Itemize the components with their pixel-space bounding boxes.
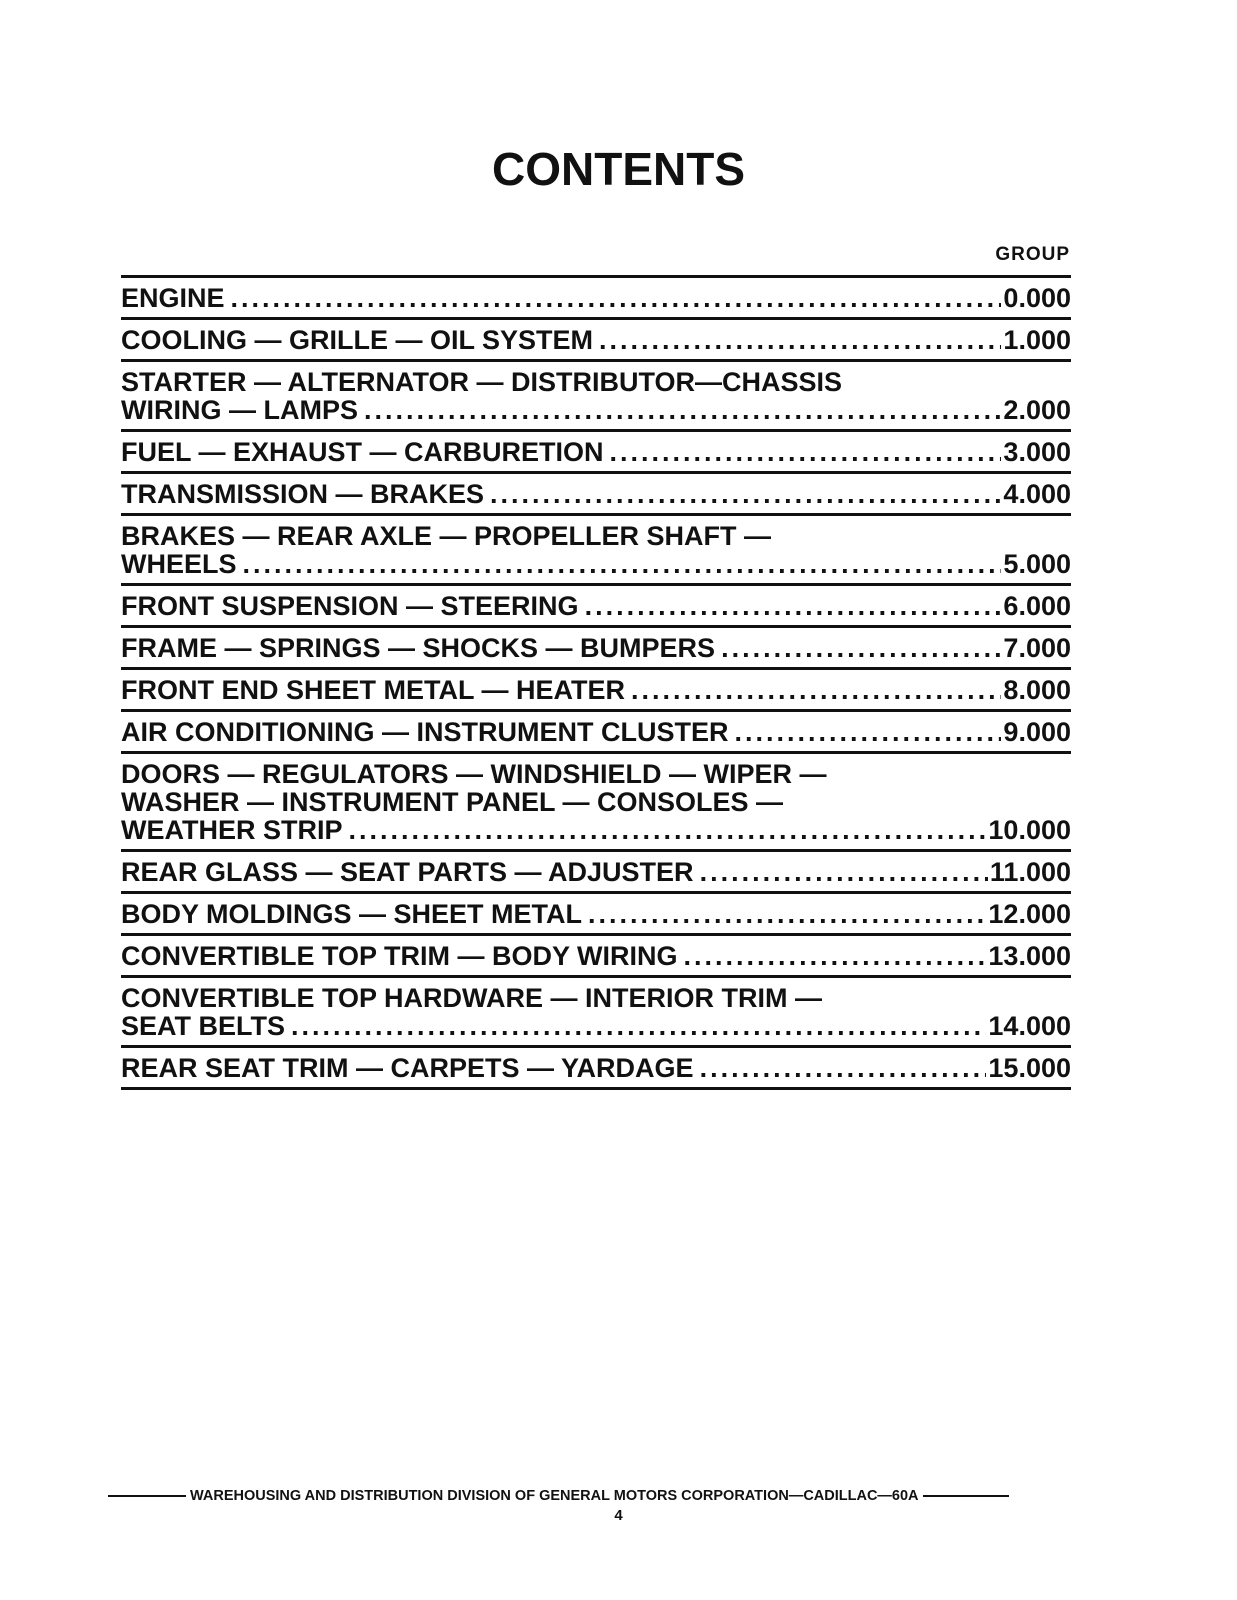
dot-leader — [291, 1012, 986, 1040]
toc-entry — [121, 362, 1071, 432]
toc-entry — [121, 474, 1071, 516]
toc-entry-title: WHEELS — [121, 549, 237, 579]
toc-entry — [121, 936, 1071, 978]
toc-entry-last-line — [121, 326, 1071, 354]
toc-group-number: 3.000 — [1003, 437, 1071, 467]
toc-entry-last-line — [121, 1012, 1071, 1040]
toc-group-number: 10.000 — [988, 815, 1071, 845]
toc-entry-last-line — [121, 634, 1071, 662]
dot-leader — [700, 1054, 987, 1082]
toc-group-number: 4.000 — [1003, 479, 1071, 509]
toc-entry-title: TRANSMISSION — BRAKES — [121, 479, 485, 509]
toc-group-number: 9.000 — [1003, 717, 1071, 747]
page-title: CONTENTS — [492, 143, 745, 195]
dot-leader — [490, 480, 1001, 508]
toc-entry-title: FRONT SUSPENSION — STEERING — [121, 591, 579, 621]
toc-group-number: 5.000 — [1003, 549, 1071, 579]
toc-entry-title: BODY MOLDINGS — SHEET METAL — [121, 899, 583, 929]
toc-group-number: 0.000 — [1003, 283, 1071, 313]
toc-entry — [121, 894, 1071, 936]
toc-entry-last-line — [121, 1054, 1071, 1082]
toc-group-number: 8.000 — [1003, 675, 1071, 705]
toc-entry-title: SEAT BELTS — [121, 1011, 286, 1041]
toc-entry-last-line — [121, 816, 1071, 844]
toc-entry-title: WEATHER STRIP — [121, 815, 343, 845]
toc-group-number: 15.000 — [988, 1053, 1071, 1083]
toc-entry-last-line — [121, 592, 1071, 620]
dot-leader — [243, 550, 1002, 578]
toc-entry-line: CONVERTIBLE TOP HARDWARE — INTERIOR TRIM — — [121, 984, 823, 1012]
toc-entry-last-line — [121, 438, 1071, 466]
page-number: 4 — [614, 1507, 623, 1524]
dot-leader — [349, 816, 987, 844]
toc-entry-last-line — [121, 480, 1071, 508]
toc-entry-title: FUEL — EXHAUST — CARBURETION — [121, 437, 604, 467]
toc-entry-title: REAR SEAT TRIM — CARPETS — YARDAGE — [121, 1053, 694, 1083]
toc-entry-last-line — [121, 858, 1071, 886]
dot-leader — [735, 718, 1002, 746]
table-of-contents — [121, 275, 1071, 1090]
footer — [108, 1488, 1058, 1504]
toc-entry-last-line — [121, 900, 1071, 928]
toc-entry — [121, 432, 1071, 474]
toc-entry-title: REAR GLASS — SEAT PARTS — ADJUSTER — [121, 857, 694, 887]
dot-leader — [585, 592, 1002, 620]
toc-entry-title: WIRING — LAMPS — [121, 395, 358, 425]
toc-entry-last-line — [121, 676, 1071, 704]
toc-entry — [121, 516, 1071, 586]
toc-entry-line: STARTER — ALTERNATOR — DISTRIBUTOR—CHASSIS — [121, 368, 843, 396]
toc-entry-title: FRAME — SPRINGS — SHOCKS — BUMPERS — [121, 633, 716, 663]
toc-entry-last-line — [121, 718, 1071, 746]
toc-entry-title: ENGINE — [121, 283, 225, 313]
toc-entry-title: AIR CONDITIONING — INSTRUMENT CLUSTER — [121, 717, 729, 747]
dot-leader — [721, 634, 1001, 662]
toc-entry-last-line — [121, 942, 1071, 970]
footer-rule-left — [108, 1495, 186, 1497]
toc-entry — [121, 754, 1071, 852]
footer-text: WAREHOUSING AND DISTRIBUTION DIVISION OF GENERAL MOTORS CORPORATION—CADILLAC—60A — [190, 1488, 919, 1504]
toc-entry — [121, 852, 1071, 894]
toc-group-number: 11.000 — [989, 857, 1071, 887]
toc-group-number: 6.000 — [1003, 591, 1071, 621]
toc-entry-last-line — [121, 550, 1071, 578]
toc-entry — [121, 278, 1071, 320]
toc-entry-title: COOLING — GRILLE — OIL SYSTEM — [121, 325, 594, 355]
dot-leader — [599, 326, 1001, 354]
toc-entry-line: WASHER — INSTRUMENT PANEL — CONSOLES — — [121, 788, 784, 816]
toc-entry — [121, 320, 1071, 362]
toc-group-number: 13.000 — [988, 941, 1071, 971]
toc-entry — [121, 628, 1071, 670]
toc-group-number: 2.000 — [1003, 395, 1071, 425]
dot-leader — [231, 284, 1002, 312]
toc-entry-last-line — [121, 396, 1071, 424]
toc-group-number: 14.000 — [988, 1011, 1071, 1041]
toc-entry-line: BRAKES — REAR AXLE — PROPELLER SHAFT — — [121, 522, 772, 550]
toc-entry-last-line — [121, 284, 1071, 312]
toc-entry-title: FRONT END SHEET METAL — HEATER — [121, 675, 626, 705]
footer-rule-right — [923, 1495, 1009, 1497]
toc-entry-line: DOORS — REGULATORS — WINDSHIELD — WIPER — — [121, 760, 827, 788]
toc-entry — [121, 670, 1071, 712]
dot-leader — [684, 942, 987, 970]
group-column-header: GROUP — [995, 244, 1070, 265]
toc-entry — [121, 712, 1071, 754]
toc-entry-title: CONVERTIBLE TOP TRIM — BODY WIRING — [121, 941, 678, 971]
toc-group-number: 1.000 — [1003, 325, 1071, 355]
dot-leader — [700, 858, 988, 886]
toc-entry — [121, 1048, 1071, 1090]
dot-leader — [588, 900, 986, 928]
dot-leader — [364, 396, 1001, 424]
toc-group-number: 12.000 — [988, 899, 1071, 929]
dot-leader — [610, 438, 1002, 466]
toc-group-number: 7.000 — [1003, 633, 1071, 663]
dot-leader — [631, 676, 1001, 704]
toc-entry — [121, 586, 1071, 628]
toc-entry — [121, 978, 1071, 1048]
